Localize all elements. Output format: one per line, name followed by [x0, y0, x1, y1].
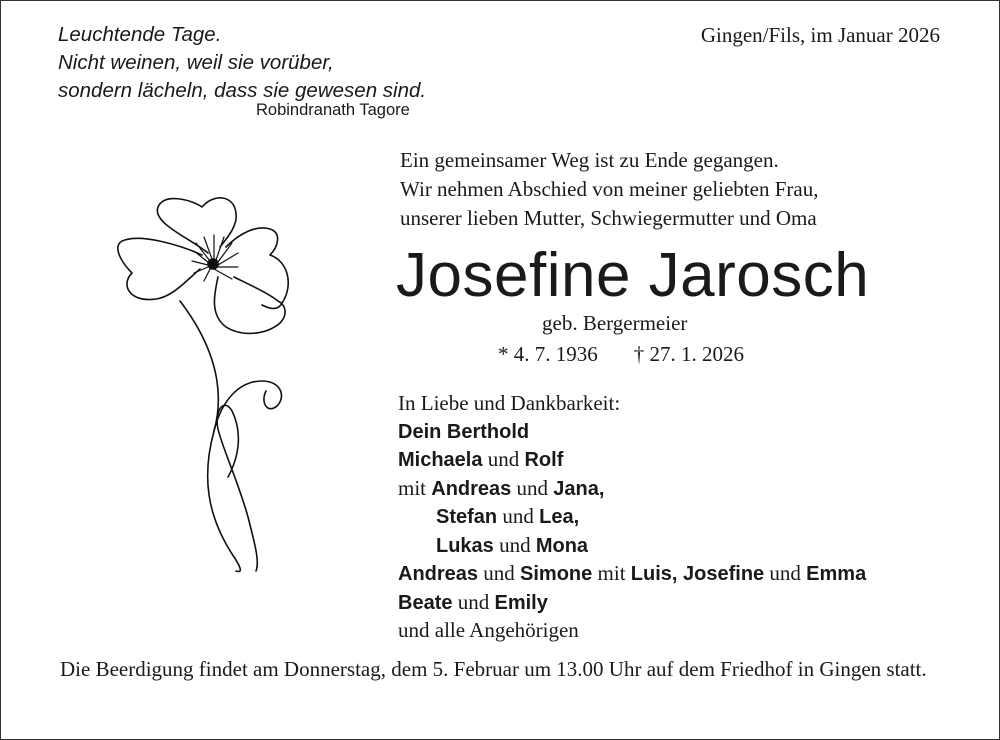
birth-date: * 4. 7. 1936 — [498, 342, 598, 366]
mourner-line — [398, 418, 866, 447]
mourner-name: Rolf — [524, 449, 564, 471]
connector-text: und — [764, 561, 807, 585]
connector-text: mit — [398, 475, 432, 500]
mourner-name: Mona — [535, 534, 589, 557]
connector-text: und — [482, 447, 525, 471]
connector-text: und — [497, 504, 540, 528]
funeral-notice: Die Beerdigung findet am Donnerstag, dem 5. Februar um 13.00 Uhr auf dem Friedhof in Gingen statt. — [60, 657, 927, 681]
mourner-line — [398, 503, 866, 532]
mourner-name: Lukas — [436, 534, 494, 557]
quote-author: Robindranath Tagore — [256, 101, 410, 119]
mourners-closing: und alle Angehörigen — [398, 618, 579, 642]
mourner-name: Jana, — [553, 477, 605, 500]
mourner-name: Stefan — [436, 506, 498, 528]
connector-text: mit — [592, 561, 631, 585]
flower-line-drawing-icon — [110, 185, 310, 575]
connector-text: und — [452, 589, 495, 614]
quote-line: sondern lächeln, dass sie gewesen sind. — [58, 79, 427, 102]
quote — [58, 21, 426, 105]
mourner-line — [398, 475, 866, 504]
mourner-name: Luis, Josefine — [630, 563, 765, 585]
mourner-line — [398, 532, 866, 561]
mourners-list — [398, 390, 866, 645]
mourner-name: Emma — [806, 563, 867, 585]
mourner-line — [398, 560, 866, 589]
mourner-name: Lea, — [539, 506, 580, 528]
mourner-line — [398, 589, 866, 618]
mourner-name: Beate — [398, 591, 453, 614]
connector-text: und — [511, 475, 554, 500]
quote-line: Leuchtende Tage. — [58, 23, 222, 46]
intro-text — [400, 146, 818, 233]
deceased-name: Josefine Jarosch — [396, 241, 870, 310]
connector-text: und — [478, 561, 521, 585]
life-dates — [498, 340, 744, 368]
death-date: † 27. 1. 2026 — [633, 342, 744, 366]
mourner-name: Dein Berthold — [398, 420, 530, 443]
place-date: Gingen/Fils, im Januar 2026 — [700, 23, 940, 47]
mourners-heading: In Liebe und Dankbarkeit: — [398, 391, 621, 415]
mourner-line — [398, 446, 866, 475]
mourner-name: Andreas — [431, 477, 512, 500]
mourner-name: Emily — [494, 591, 548, 614]
maiden-name: geb. Bergermeier — [542, 311, 688, 335]
quote-line: Nicht weinen, weil sie vorüber, — [58, 51, 334, 74]
intro-line: unserer lieben Mutter, Schwiegermutter und Oma — [400, 206, 817, 230]
mourner-name: Simone — [520, 563, 593, 585]
intro-line: Wir nehmen Abschied von meiner geliebten Frau, — [400, 177, 819, 201]
mourner-name: Michaela — [398, 449, 483, 471]
mourner-name: Andreas — [398, 563, 479, 585]
intro-line: Ein gemeinsamer Weg ist zu Ende gegangen. — [400, 148, 779, 172]
connector-text: und — [493, 532, 536, 557]
